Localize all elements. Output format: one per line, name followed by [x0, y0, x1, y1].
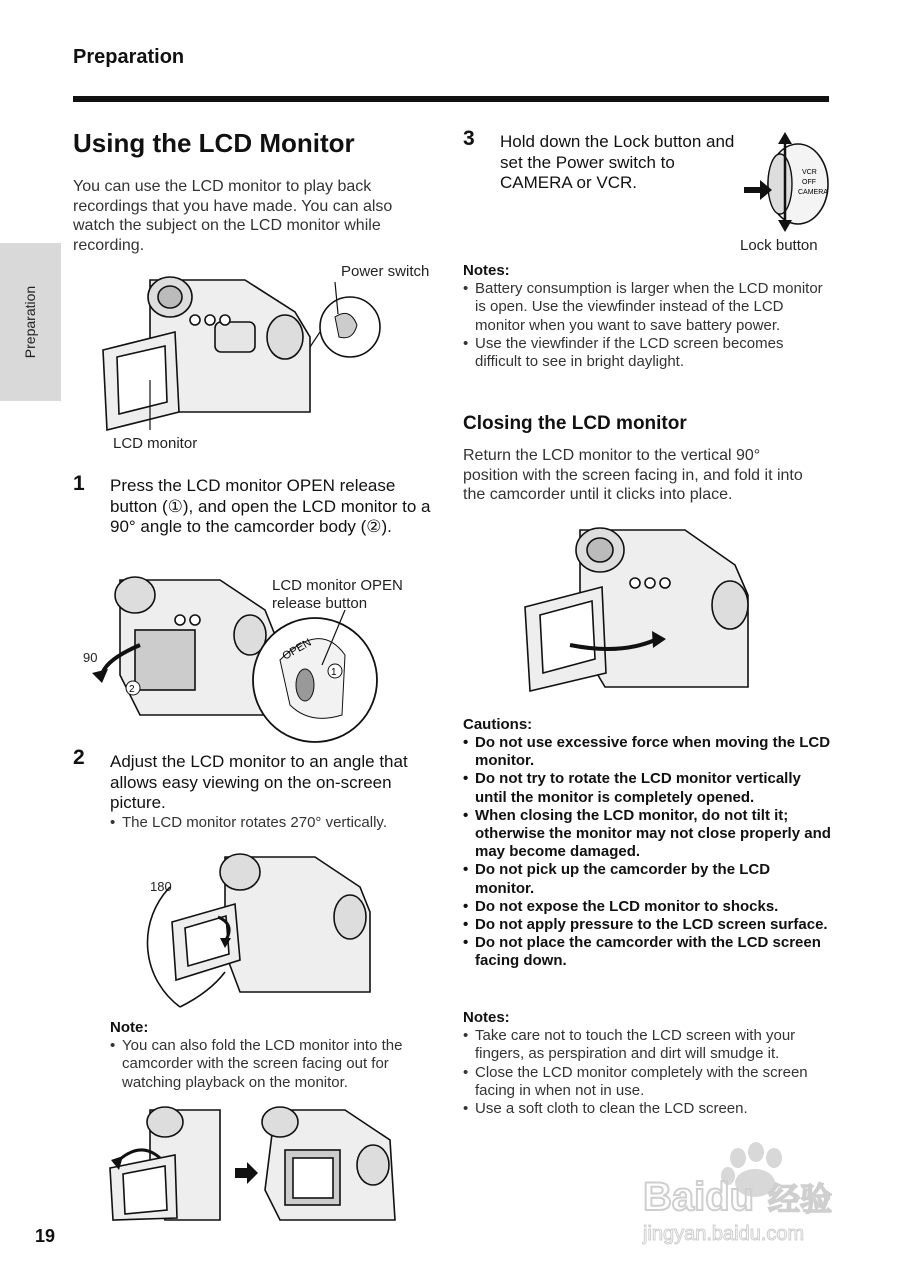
step-1-text: Press the LCD monitor OPEN release button (①), and open the LCD monitor to a 90° angle to the camcorder body (②). [110, 476, 431, 536]
caution-item: • Do not place the camcorder with the LCD screen facing down. [463, 934, 833, 970]
notes-1-item: • Use the viewfinder if the LCD screen becomes difficult to see in bright daylight. [463, 335, 823, 372]
power-switch-label: Power switch [341, 263, 430, 280]
notes-2-item: • Take care not to touch the LCD screen with your fingers, as perspiration and dirt will smudge it. [463, 1027, 833, 1064]
caution-item: • Do not apply pressure to the LCD screen surface. [463, 916, 833, 934]
notes-1-item: • Battery consumption is larger when the LCD monitor is open. Use the viewfinder instead of the LCD monitor when you want to save battery power. [463, 280, 823, 335]
note-title: Note: [110, 1019, 149, 1036]
camcorder-figure-5 [520, 515, 760, 705]
angle-180-label: 180 [150, 879, 172, 894]
open-text: OPEN [280, 636, 314, 663]
baidu-paw-logo [628, 1138, 858, 1248]
watermark-url: jingyan.baidu.com [643, 1223, 805, 1245]
notes-2-title: Notes: [463, 1009, 510, 1026]
notes-1-title: Notes: [463, 262, 510, 279]
page-title: Using the LCD Monitor [73, 128, 355, 158]
camcorder-figure-2 [80, 565, 360, 730]
dial-off: OFF [802, 179, 816, 186]
camcorder-figure-3 [130, 842, 380, 1012]
camcorder-figure-1 [95, 262, 385, 432]
intro-paragraph: You can use the LCD monitor to play back recordings that you have made. You can also watch the subject on the LCD monitor while recording. [73, 178, 393, 254]
step-2-bullet: • The LCD monitor rotates 270° vertically. [110, 814, 445, 832]
dial-camera: CAMERA [798, 189, 828, 196]
caution-item: • Do not expose the LCD monitor to shocks. [463, 898, 833, 916]
closing-title: Closing the LCD monitor [463, 413, 687, 434]
notes-2-item: • Use a soft cloth to clean the LCD screen. [463, 1100, 833, 1118]
lcd-monitor-label: LCD monitor [113, 435, 198, 452]
caution-item: • Do not pick up the camcorder by the LCD monitor. [463, 861, 833, 897]
step-3-text: Hold down the Lock button and set the Power switch to CAMERA or VCR. [500, 132, 735, 192]
watermark-brand-cn: 经验 [768, 1180, 833, 1218]
caution-item: • When closing the LCD monitor, do not tilt it; otherwise the monitor may not close properly and may become damaged. [463, 807, 833, 862]
open-release-label: LCD monitor OPEN release button [272, 577, 403, 612]
power-switch-dial [740, 132, 835, 237]
section-header: Preparation [73, 46, 185, 68]
cautions-title: Cautions: [463, 716, 533, 733]
angle-90-label: 90 [83, 650, 98, 665]
caution-item: • Do not use excessive force when moving the LCD monitor. [463, 734, 833, 770]
marker-2: 2 [129, 684, 135, 695]
baidu-watermark [628, 1138, 858, 1248]
side-tab [0, 243, 61, 401]
note-item: • You can also fold the LCD monitor into the camcorder with the screen facing out for watching playback on the monitor. [110, 1037, 440, 1092]
page-number: 19 [35, 1226, 56, 1246]
step-2-text: Adjust the LCD monitor to an angle that allows easy viewing on the on-screen picture. [110, 752, 408, 812]
caution-item: • Do not try to rotate the LCD monitor vertically until the monitor is completely opened. [463, 770, 833, 806]
side-tab-label: Preparation [22, 285, 38, 359]
step-1-number: 1 [73, 472, 85, 495]
marker-1: 1 [331, 667, 337, 678]
watermark-brand: Baidu [643, 1175, 755, 1219]
step-3-number: 3 [463, 127, 475, 150]
step-2-number: 2 [73, 746, 85, 769]
camcorder-figure-4 [105, 1100, 405, 1225]
notes-2-item: • Close the LCD monitor completely with the screen facing in when not in use. [463, 1064, 833, 1101]
lock-button-label: Lock button [740, 237, 818, 254]
closing-text: Return the LCD monitor to the vertical 90° position with the screen facing in, and fold it into the camcorder until it clicks into place. [463, 447, 803, 503]
dial-vcr: VCR [802, 169, 817, 176]
header-rule [73, 96, 829, 102]
